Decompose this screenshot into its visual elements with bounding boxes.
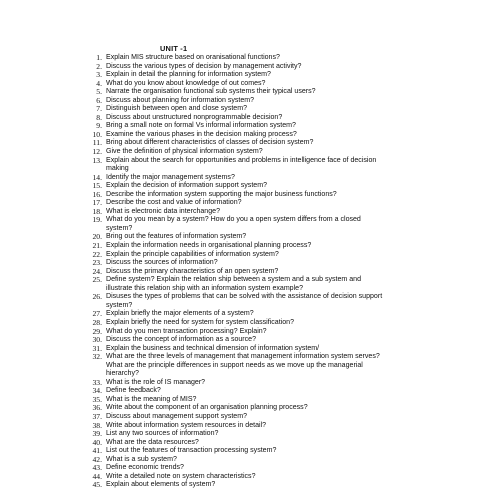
question-number: 12. [92, 147, 102, 157]
question-text: Define feedback? [106, 387, 161, 395]
question-number: 38. [92, 420, 102, 430]
question-number: 27. [92, 309, 102, 319]
question-number: 9. [96, 121, 102, 131]
question-text: Explain briefly the need for system for system classification? [106, 318, 294, 326]
question-item [86, 216, 426, 233]
question-text: Discuss about management support system? [106, 412, 248, 420]
unit-title: UNIT -1 [160, 44, 188, 53]
question-text: Write about the component of an organisation planning process? [106, 404, 308, 412]
question-text: Examine the various phases in the decision making process? [106, 130, 297, 138]
question-number: 10. [92, 129, 102, 139]
question-number: 37. [92, 411, 102, 421]
question-item [86, 80, 426, 89]
question-item [86, 422, 426, 431]
question-number: 2. [96, 61, 102, 71]
question-item [86, 242, 426, 251]
question-text: What is the role of IS manager? [106, 378, 206, 386]
question-text: Discuss the primary characteristics of an open system? [106, 267, 279, 275]
question-number: 39. [92, 429, 102, 439]
question-text: Identify the major management systems? [106, 173, 235, 181]
question-number: 15. [92, 181, 102, 191]
question-number: 8. [96, 112, 102, 122]
question-text: List out the features of transaction processing system? [106, 447, 277, 455]
question-text: Disuses the types of problems that can be solved with the assistance of decision support system? [106, 293, 383, 309]
question-text: Explain the decision of information support system? [106, 182, 267, 190]
question-text: Discuss about planning for information system? [106, 96, 255, 104]
question-item [86, 464, 426, 473]
question-text: Explain the principle capabilities of information system? [106, 250, 279, 258]
question-item [86, 71, 426, 80]
question-number: 21. [92, 241, 102, 251]
question-text: Explain about the search for opportunities and problems in intelligence face of decision making [106, 156, 377, 173]
question-item [86, 251, 426, 260]
question-text: Explain about elements of system? [106, 481, 216, 489]
question-item [86, 63, 426, 72]
question-text: Describe the information system supporting the major business functions? [106, 190, 337, 198]
question-text: Discuss the concept of information as a source? [106, 336, 257, 344]
question-item [86, 387, 426, 396]
question-item [86, 122, 426, 131]
question-item [86, 233, 426, 242]
question-item [86, 182, 426, 191]
question-text: Bring out the features of information system? [106, 233, 247, 241]
question-text: Write a detailed note on system characteristics? [106, 472, 256, 480]
question-number: 14. [92, 172, 102, 182]
question-text: Discuss the sources of information? [106, 259, 218, 267]
question-number: 24. [92, 266, 102, 276]
question-number: 19. [92, 215, 102, 225]
question-item [86, 131, 426, 140]
question-item [86, 404, 426, 413]
question-item [86, 379, 426, 388]
question-number: 6. [96, 95, 102, 105]
question-text: Bring a small note on formal Vs informal information system? [106, 122, 296, 130]
question-item [86, 345, 426, 354]
question-text: What is electronic data interchange? [106, 207, 220, 215]
question-number: 23. [92, 258, 102, 268]
question-text: Define economic trends? [106, 464, 184, 472]
question-number: 45. [92, 480, 102, 490]
question-item [86, 97, 426, 106]
question-number: 20. [92, 232, 102, 242]
question-item [86, 336, 426, 345]
question-number: 22. [92, 249, 102, 259]
question-text: Distinguish between open and close system? [106, 105, 248, 113]
question-text: What do you men transaction processing? Explain? [106, 327, 267, 335]
question-text: What are the three levels of management that management information system serves? What are the principle differences in support needs as we move up the managerial hierarchy? [106, 353, 380, 378]
question-text: Describe the cost and value of information? [106, 199, 242, 207]
question-number: 31. [92, 343, 102, 353]
question-number: 17. [92, 198, 102, 208]
question-item [86, 328, 426, 337]
question-item [86, 139, 426, 148]
question-item [86, 473, 426, 482]
question-text: Explain MIS structure based on oranisational functions? [106, 54, 280, 61]
question-number: 7. [96, 104, 102, 114]
question-number: 25. [92, 275, 102, 285]
question-number: 40. [92, 437, 102, 447]
question-text: Discuss the various types of decision by management activity? [106, 62, 302, 70]
question-number: 16. [92, 189, 102, 199]
question-number: 42. [92, 454, 102, 464]
question-item [86, 157, 426, 174]
question-text: Narrate the organisation functional sub systems their typical users? [106, 88, 316, 96]
question-number: 5. [96, 87, 102, 97]
question-item [86, 148, 426, 157]
question-number: 44. [92, 471, 102, 481]
question-item [86, 88, 426, 97]
question-text: Explain briefly the major elements of a system? [106, 310, 254, 318]
question-item [86, 439, 426, 448]
question-text: What do you mean by a system? How do you a open system differs from a closed system? [106, 216, 361, 232]
question-number: 35. [92, 394, 102, 404]
question-number: 33. [92, 377, 102, 387]
question-item [86, 413, 426, 422]
question-text: What are the data resources? [106, 438, 199, 446]
question-item [86, 430, 426, 439]
question-text: List any two sources of information? [106, 430, 219, 438]
question-text: What is a sub system? [106, 455, 177, 463]
question-item [86, 54, 426, 63]
question-number: 36. [92, 403, 102, 413]
question-text: What is the meaning of MIS? [106, 395, 197, 403]
question-text: Give the definition of physical information system? [106, 148, 263, 156]
question-text: Discuss about unstructured nonprogrammable decision? [106, 113, 283, 121]
question-item [86, 456, 426, 465]
question-item [86, 208, 426, 217]
question-text: Explain in detail the planning for information system? [106, 71, 271, 79]
question-number: 29. [92, 326, 102, 336]
question-number: 32. [92, 352, 102, 362]
question-number: 11. [92, 138, 102, 148]
question-item [86, 199, 426, 208]
question-item [86, 396, 426, 405]
question-number: 18. [92, 206, 102, 216]
question-list [86, 54, 426, 490]
question-number: 41. [92, 446, 102, 456]
question-item [86, 174, 426, 183]
question-number: 3. [96, 70, 102, 80]
question-item [86, 481, 426, 490]
question-text: Explain the business and technical dimension of information system/ [106, 344, 320, 352]
question-text: Define system? Explain the relation ship between a system and a sub system and illustrate this relation ship with an information system example? [106, 276, 361, 292]
question-item [86, 353, 426, 379]
question-item [86, 276, 426, 293]
question-item [86, 259, 426, 268]
question-number: 28. [92, 317, 102, 327]
question-number: 43. [92, 463, 102, 473]
question-number: 30. [92, 335, 102, 345]
question-item [86, 293, 426, 310]
question-number: 4. [96, 78, 102, 88]
question-text: What do you know about knowledge of out comes? [106, 79, 266, 87]
question-item [86, 447, 426, 456]
question-number: 13. [92, 155, 102, 165]
question-text: Bring about different characteristics of classes of decision system? [106, 139, 314, 147]
question-text: Write about information system resources in detail? [106, 421, 267, 429]
question-item [86, 268, 426, 277]
question-item [86, 105, 426, 114]
question-item [86, 114, 426, 123]
question-item [86, 191, 426, 200]
question-number: 34. [92, 386, 102, 396]
question-item [86, 319, 426, 328]
question-number: 26. [92, 292, 102, 302]
question-item [86, 310, 426, 319]
question-text: Explain the information needs in organisational planning process? [106, 242, 312, 250]
question-number: 1. [96, 53, 102, 62]
